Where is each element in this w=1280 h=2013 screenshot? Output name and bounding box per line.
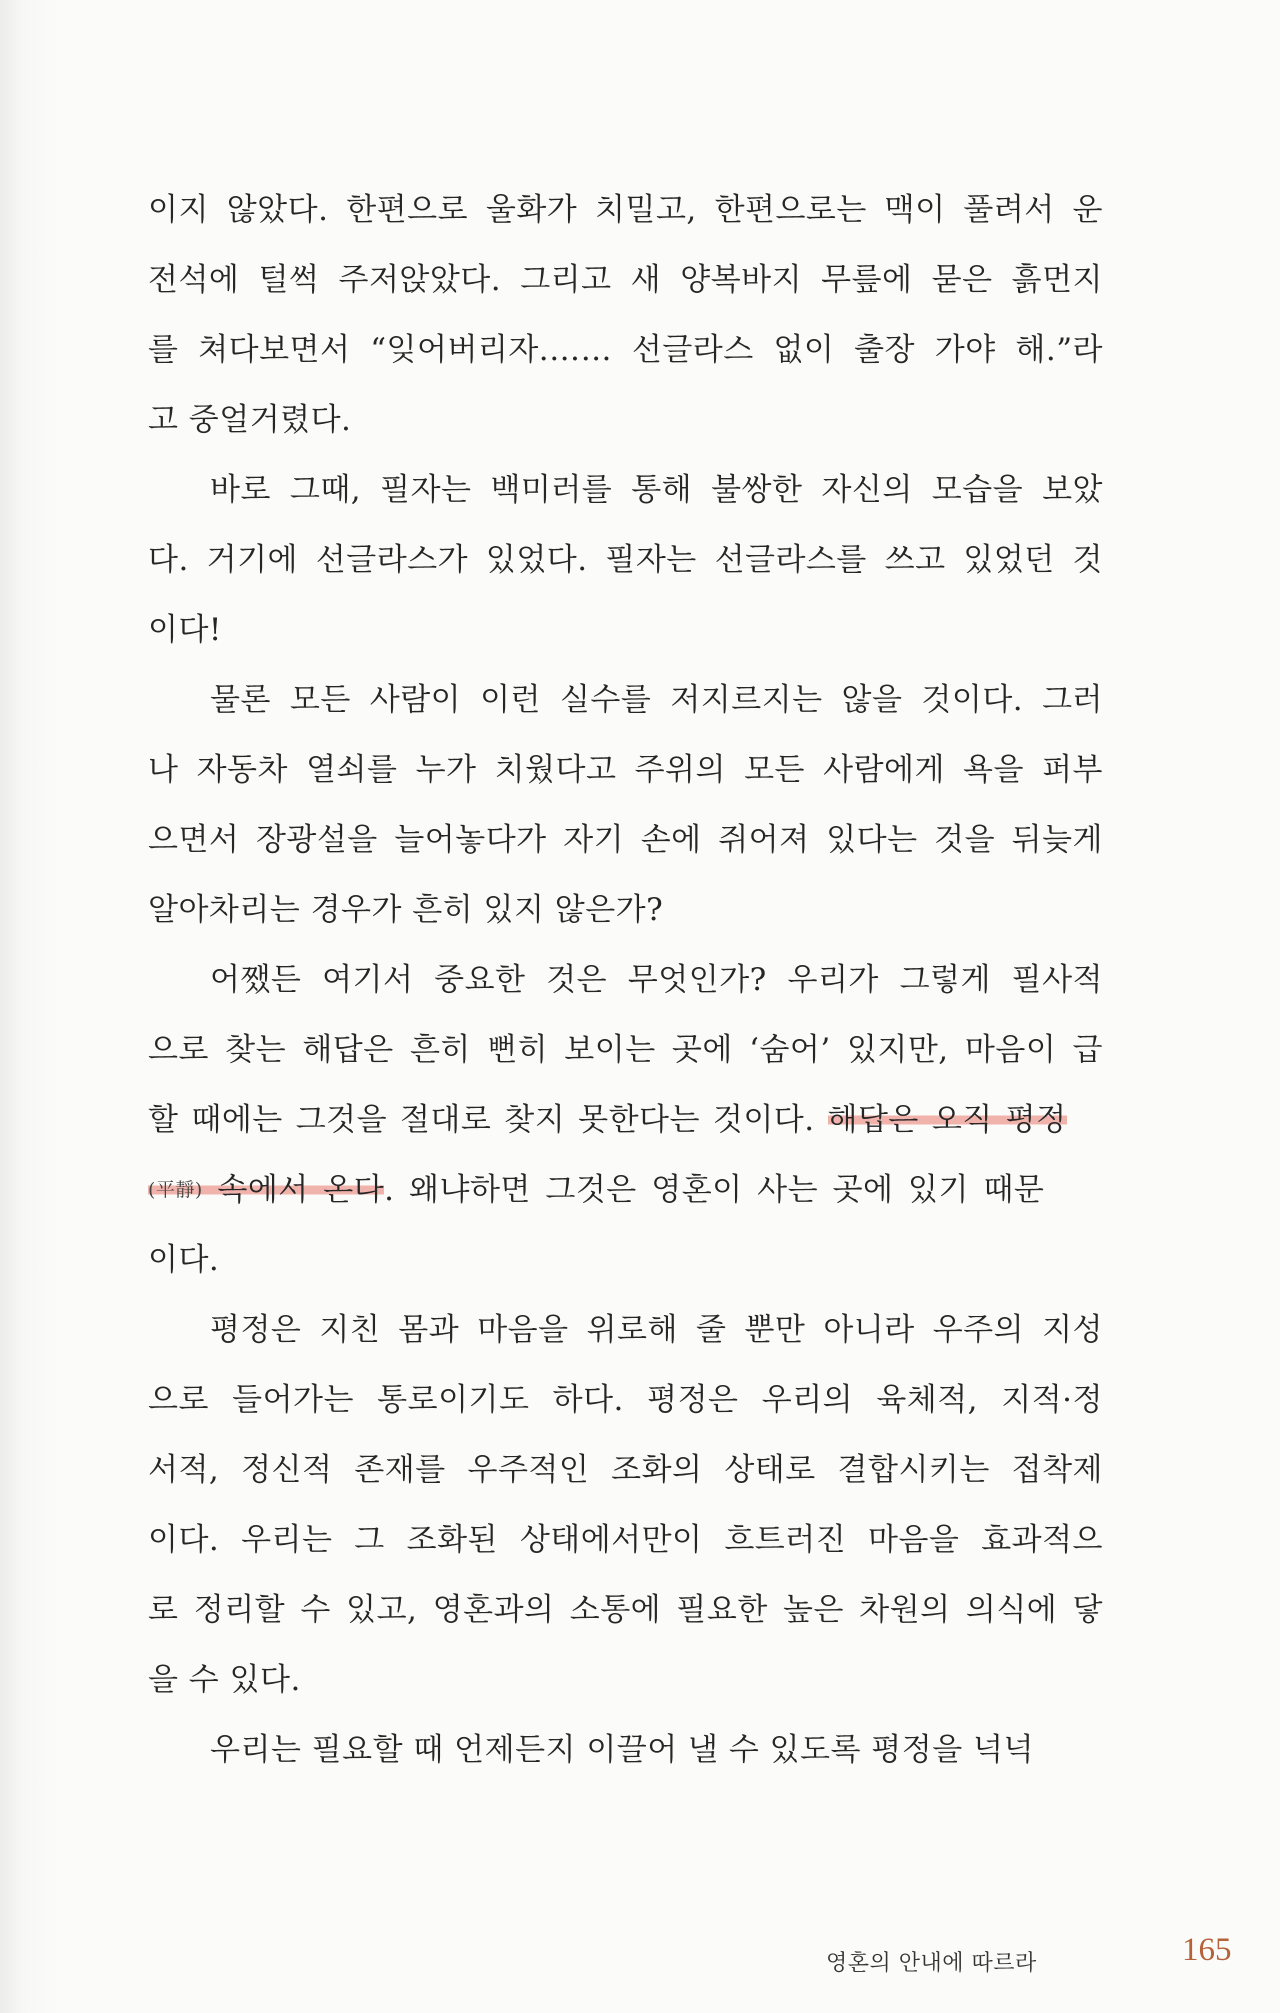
text-line: 평정은 지친 몸과 마음을 위로해 줄 뿐만 아니라 우주의 지성	[210, 1312, 1103, 1348]
text-line: 바로 그때, 필자는 백미러를 통해 불쌍한 자신의 모습을 보았	[210, 472, 1103, 508]
text-line: 알아차리는 경우가 흔히 있지 않은가?	[148, 892, 664, 928]
text-line: 로 정리할 수 있고, 영혼과의 소통에 필요한 높은 차원의 의식에 닿	[148, 1592, 1103, 1628]
text-line: 우리는 필요할 때 언제든지 이끌어 낼 수 있도록 평정을 넉넉	[210, 1732, 1034, 1768]
text-segment: . 왜냐하면 그것은 영혼이 사는 곳에 있기 때문	[384, 1172, 1045, 1208]
text-segment: 할 때에는 그것을 절대로 찾지 못한다는 것이다.	[148, 1102, 828, 1138]
text-line: 으로 찾는 해답은 흔히 뻔히 보이는 곳에 ‘숨어’ 있지만, 마음이 급	[148, 1032, 1103, 1068]
page-number: 165	[1182, 1932, 1232, 1968]
text-line	[148, 1085, 1103, 1155]
text-line: 을 수 있다.	[148, 1662, 301, 1698]
highlighted-text: 속에서 온다	[202, 1172, 385, 1208]
text-line	[148, 1155, 1103, 1225]
text-line: 이다. 우리는 그 조화된 상태에서만이 흐트러진 마음을 효과적으	[148, 1522, 1103, 1558]
text-line: 어쨌든 여기서 중요한 것은 무엇인가? 우리가 그렇게 필사적	[210, 962, 1103, 998]
text-line: 이다!	[148, 612, 222, 648]
text-line: 전석에 털썩 주저앉았다. 그리고 새 양복바지 무릎에 묻은 흙먼지	[148, 262, 1103, 298]
text-line: 으면서 장광설을 늘어놓다가 자기 손에 쥐어져 있다는 것을 뒤늦게	[148, 822, 1103, 858]
hanja-annotation: (平靜)	[148, 1179, 203, 1201]
text-line: 고 중얼거렸다.	[148, 402, 352, 438]
running-footer-title: 영혼의 안내에 따르라	[826, 1951, 1037, 1976]
text-line: 다. 거기에 선글라스가 있었다. 필자는 선글라스를 쓰고 있었던 것	[148, 542, 1103, 578]
text-line: 나 자동차 열쇠를 누가 치웠다고 주위의 모든 사람에게 욕을 퍼부	[148, 752, 1103, 788]
text-line: 이다.	[148, 1242, 220, 1278]
body-text	[148, 175, 1103, 1785]
text-line: 물론 모든 사람이 이런 실수를 저지르지는 않을 것이다. 그러	[210, 682, 1103, 718]
text-line: 서적, 정신적 존재를 우주적인 조화의 상태로 결합시키는 접착제	[148, 1452, 1103, 1488]
highlighted-text: 해답은 오직 평정	[827, 1102, 1067, 1138]
text-line: 으로 들어가는 통로이기도 하다. 평정은 우리의 육체적, 지적·정	[148, 1382, 1103, 1418]
text-line: 를 쳐다보면서 “잊어버리자.…… 선글라스 없이 출장 가야 해.”라	[148, 332, 1103, 368]
text-line: 이지 않았다. 한편으로 울화가 치밀고, 한편으로는 맥이 풀려서 운	[148, 192, 1103, 228]
